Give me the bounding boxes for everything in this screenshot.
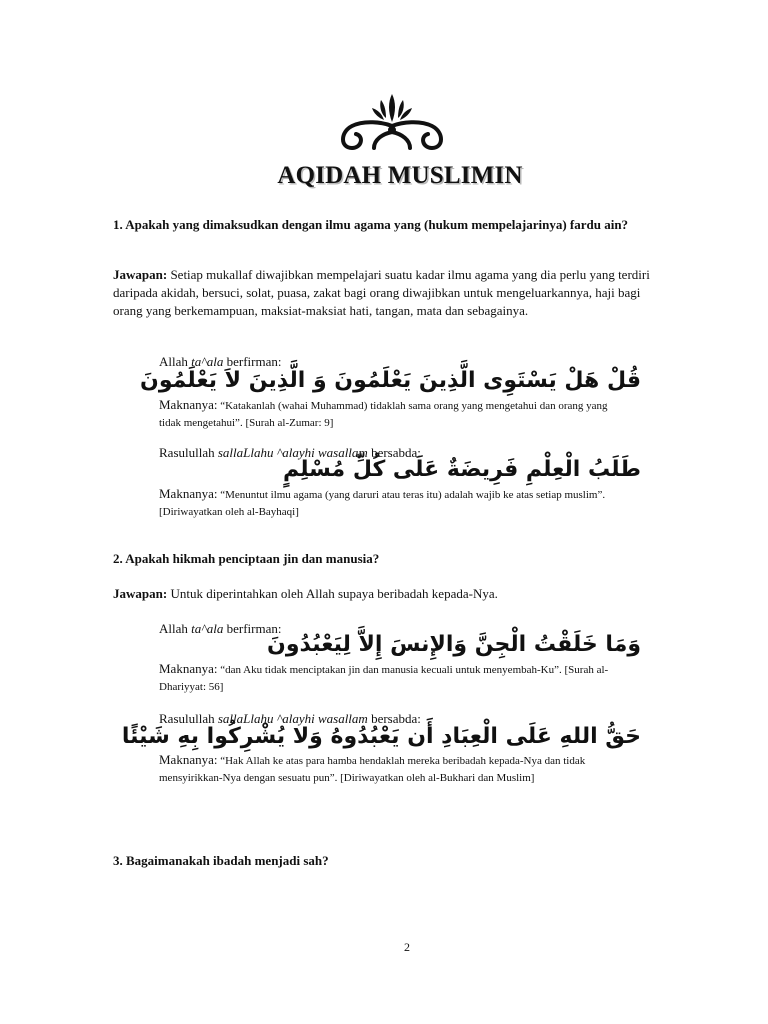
- question-1: 1. Apakah yang dimaksudkan dengan ilmu agama yang (hukum mempelajarinya) fardu ain?: [113, 217, 629, 232]
- intro-text: Rasulullah: [159, 711, 218, 726]
- answer-label: Jawapan:: [113, 267, 168, 282]
- intro-text: Allah: [159, 354, 192, 369]
- arabic-hadith: طَلَبُ الْعِلْمِ فَرِيضَةٌ عَلَى كُلِّ مُسْلِمٍ: [282, 457, 641, 482]
- meaning: [159, 752, 629, 786]
- answer-text: Setiap mukallaf diwajibkan mempelajari suatu kadar ilmu agama yang dia perlu yang terdiri daripada akidah, bersuci, solat, puasa, zakat bagi orang diwajibkan untuk mengeluarkannya, haji bagi orang yang berkemampuan, maksiat-maksiat hati, tangan, mata dan sebagainya.: [113, 267, 650, 318]
- arabic-verse: وَمَا خَلَقْتُ الْجِنَّ وَالإِنسَ إِلاَّ لِيَعْبُدُونَ: [267, 632, 641, 657]
- intro-text: Rasulullah: [159, 445, 218, 460]
- floral-ornament-icon: [334, 92, 450, 154]
- intro-italic: sallaLlahu ^alayhi wasallam: [217, 711, 368, 726]
- meaning-label: Maknanya:: [159, 752, 218, 767]
- intro-italic: ta^ala: [191, 354, 224, 369]
- intro-text: Allah: [159, 621, 192, 636]
- intro-italic: ta^ala: [191, 621, 224, 636]
- intro-italic: sallaLlahu ^alayhi wasallam: [217, 445, 368, 460]
- answer-text: Untuk diperintahkan oleh Allah supaya beribadah kepada-Nya.: [167, 586, 498, 601]
- quote-intro: [159, 621, 281, 637]
- answer-label: Jawapan:: [113, 586, 168, 601]
- arabic-verse: قُلْ هَلْ يَسْتَوِى الَّذِينَ يَعْلَمُونَ وَ الَّذِينَ لاَ يَعْلَمُونَ: [140, 368, 641, 393]
- meaning: [159, 397, 629, 431]
- answer-1: [113, 266, 673, 320]
- meaning: [159, 661, 629, 695]
- question-2: 2. Apakah hikmah penciptaan jin dan manusia?: [113, 551, 380, 566]
- intro-text: bersabda:: [367, 445, 421, 460]
- intro-text: berfirman:: [223, 621, 282, 636]
- meaning-text: “dan Aku tidak menciptakan jin dan manusia kecuali untuk menyembah-Ku”. [Surah al-Dhariyyat: 56]: [159, 664, 609, 693]
- meaning-text: “Katakanlah (wahai Muhammad) tidaklah sama orang yang mengetahui dan orang yang tidak mengetahui”. [Surah al-Zumar: 9]: [159, 400, 608, 429]
- answer-2: [113, 585, 673, 603]
- arabic-hadith: حَقُّ اللهِ عَلَى الْعِبَادِ أَن يَعْبُدُوهُ وَلا يُشْرِكُوا بِهِ شَيْئًا: [121, 724, 641, 749]
- page-title: AQIDAH MUSLIMIN: [277, 162, 523, 189]
- meaning-text: “Menuntut ilmu agama (yang daruri atau teras itu) adalah wajib ke atas setiap muslim”. [Diriwayatkan oleh al-Bayhaqi]: [159, 489, 606, 518]
- meaning-label: Maknanya:: [159, 486, 218, 501]
- meaning-label: Maknanya:: [159, 661, 218, 676]
- page-number: 2: [404, 940, 410, 954]
- question-3: 3. Bagaimanakah ibadah menjadi sah?: [113, 853, 329, 868]
- intro-text: berfirman:: [223, 354, 282, 369]
- meaning-label: Maknanya:: [159, 397, 218, 412]
- meaning: [159, 486, 629, 520]
- intro-text: bersabda:: [367, 711, 421, 726]
- meaning-text: “Hak Allah ke atas para hamba hendaklah mereka beribadah kepada-Nya dan tidak mensyirikkan-Nya dengan sesuatu pun”. [Diriwayatkan oleh al-Bukhari dan Muslim]: [159, 755, 586, 784]
